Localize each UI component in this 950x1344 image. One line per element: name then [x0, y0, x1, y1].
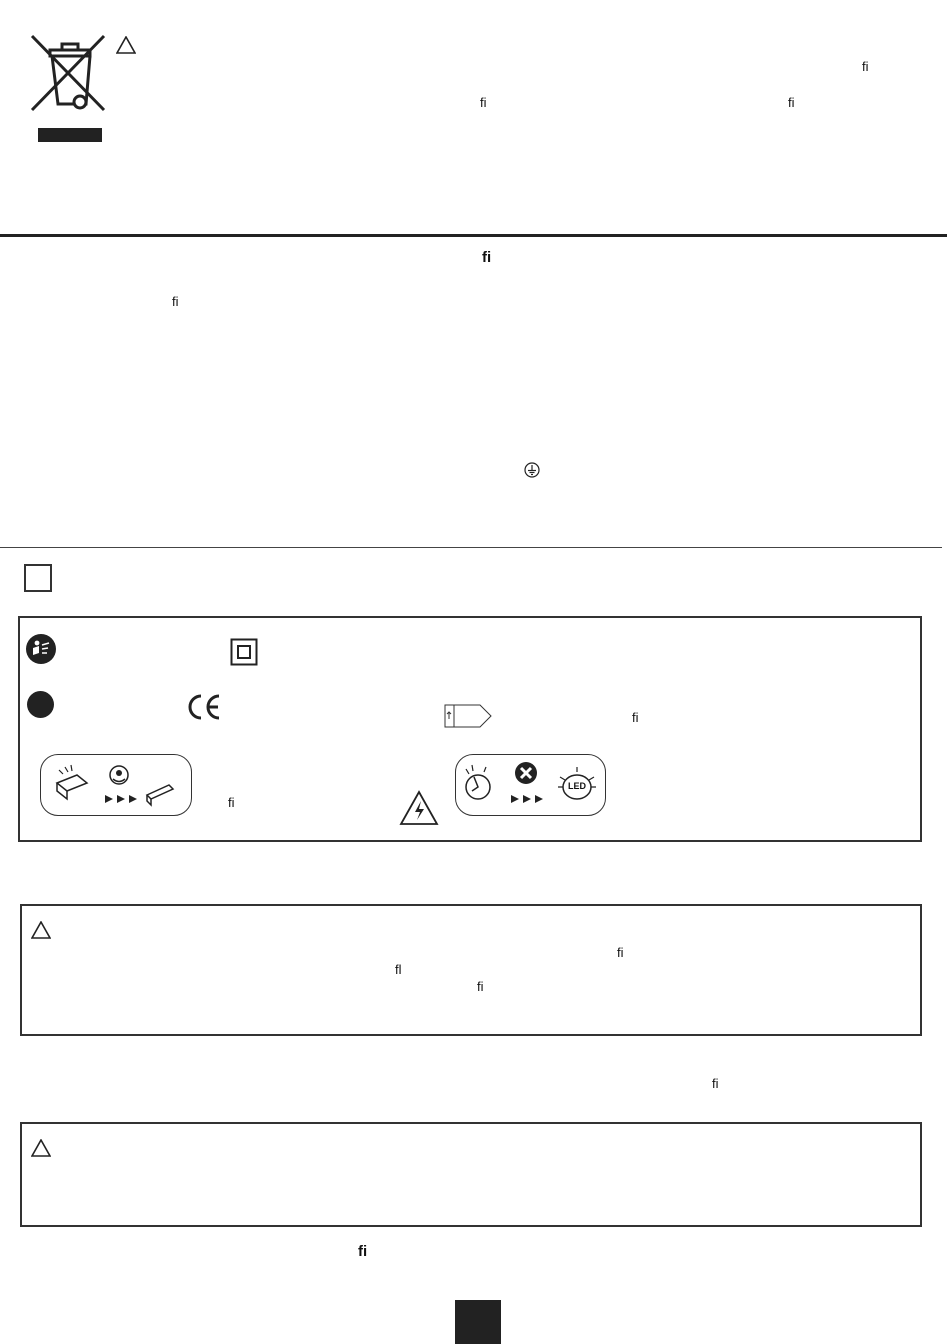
- ligature-fi-bold: ﬁ: [358, 1243, 368, 1260]
- ligature-fi: ﬁ: [632, 710, 639, 725]
- ligature-fi: ﬁ: [477, 979, 484, 994]
- ligature-fi: ﬁ: [788, 95, 795, 110]
- weee-bin-icon: [28, 32, 108, 112]
- earth-ground-symbol-icon: [524, 462, 540, 483]
- section-divider-thin: [0, 547, 942, 548]
- ligature-fl: ﬂ: [395, 962, 402, 977]
- electric-shock-hazard-icon: [399, 790, 439, 831]
- ligature-fi: ﬁ: [480, 95, 487, 110]
- ligature-fi: ﬁ: [862, 59, 869, 74]
- warning-triangle-icon: [31, 1139, 51, 1162]
- ligature-fi: ﬁ: [617, 945, 624, 960]
- warning-box-2: [20, 1122, 922, 1227]
- replaceable-light-source-icon: [40, 754, 192, 816]
- warning-box-1: [20, 904, 922, 1036]
- page-number-tab: [455, 1300, 501, 1344]
- ligature-fi: ﬁ: [712, 1076, 719, 1091]
- weee-bar: [38, 128, 102, 142]
- ligature-fi: ﬁ: [172, 294, 179, 309]
- ligature-fi-bold: ﬁ: [482, 249, 492, 266]
- language-checkbox: [24, 564, 52, 592]
- section-divider: [0, 234, 947, 237]
- led-label: LED: [568, 781, 586, 791]
- class-ii-double-insulation-icon: [230, 638, 258, 671]
- arrow-tag-icon: [444, 704, 492, 733]
- ligature-fi: ﬁ: [228, 795, 235, 810]
- ce-mark-icon: [185, 692, 223, 727]
- read-instructions-icon: [25, 633, 57, 670]
- warning-triangle-icon: [31, 921, 51, 944]
- warning-triangle-icon: [116, 36, 136, 59]
- filled-black-circle: [27, 691, 54, 718]
